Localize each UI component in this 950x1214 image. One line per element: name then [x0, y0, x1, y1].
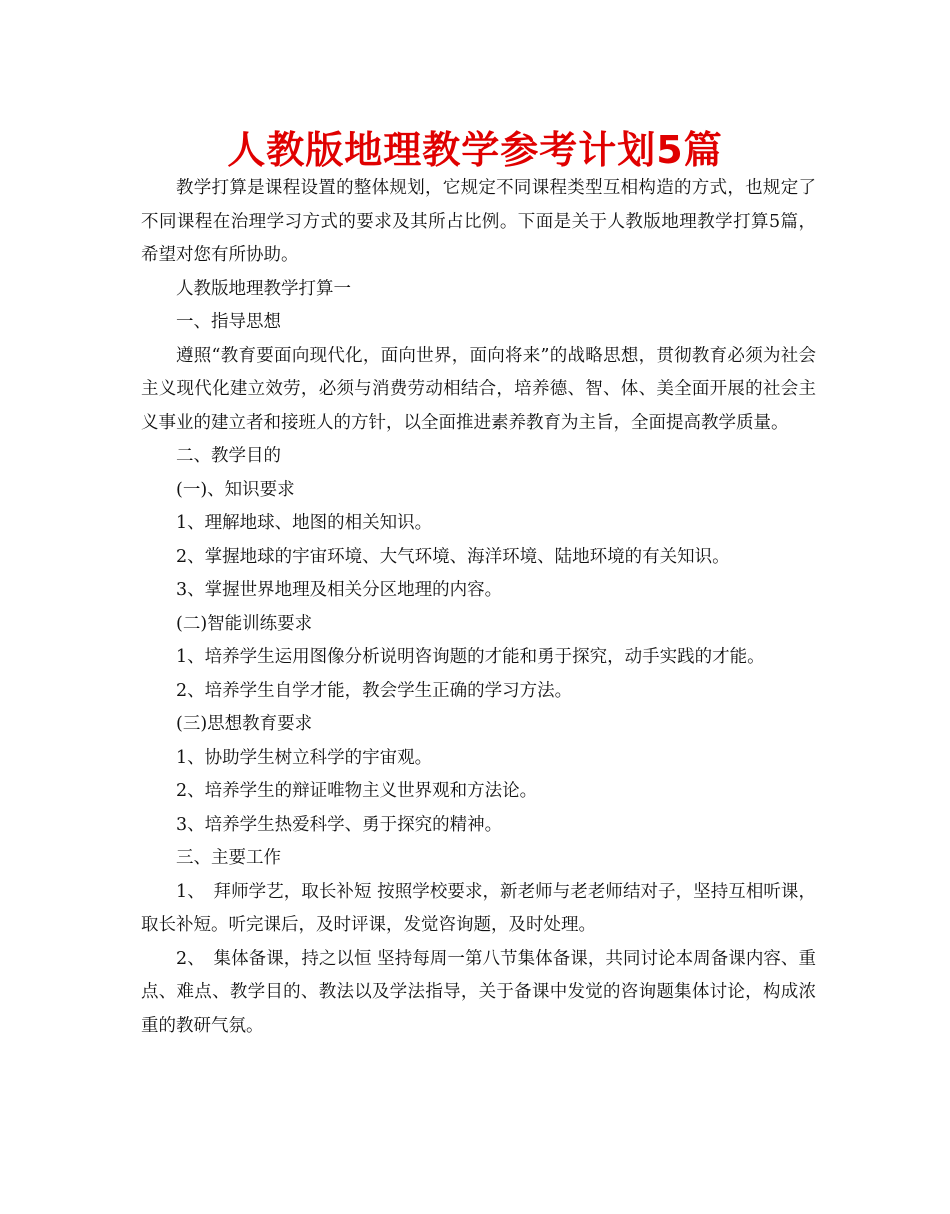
plan-heading: 人教版地理教学打算一	[176, 278, 351, 299]
section-heading: 三、主要工作	[176, 848, 281, 868]
document-body	[141, 172, 816, 1043]
list-item: 1、理解地球、地图的相关知识。	[176, 513, 433, 533]
guiding-thought-paragraph: 遵照“教育要面向现代化，面向世界，面向将来”的战略思想，贯彻教育必须为社会主义现代化建立效劳，必须与消费劳动相结合，培养德、智、体、美全面开展的社会主义事业的建立者和接班人的方针，以全面推进素养教育为主旨，全面提高教学质量。	[141, 345, 816, 433]
list-item: 1、培养学生运用图像分析说明咨询题的才能和勇于探究，动手实践的才能。	[176, 647, 765, 667]
list-item: 3、掌握世界地理及相关分区地理的内容。	[176, 580, 503, 600]
work-paragraph: 1、 拜师学艺，取长补短 按照学校要求，新老师与老老师结对子，坚持互相听课，取长补短。听完课后，及时评课，发觉咨询题，及时处理。	[141, 881, 816, 935]
subsection-heading: (三)思想教育要求	[176, 714, 313, 734]
list-item: 1、协助学生树立科学的宇宙观。	[176, 747, 433, 768]
list-item: 2、培养学生的辩证唯物主义世界观和方法论。	[176, 781, 538, 801]
section-heading: 一、指导思想	[176, 312, 281, 332]
document-title: 人教版地理教学参考计划5篇	[227, 128, 723, 172]
subsection-heading: (一)、知识要求	[176, 479, 295, 500]
list-item: 2、掌握地球的宇宙环境、大气环境、海洋环境、陆地环境的有关知识。	[176, 546, 730, 567]
list-item: 3、培养学生热爱科学、勇于探究的精神。	[176, 814, 503, 835]
work-paragraph: 2、 集体备课，持之以恒 坚持每周一第八节集体备课，共同讨论本周备课内容、重点、难点、教学目的、教法以及学法指导，关于备课中发觉的咨询题集体讨论，构成浓重的教研气氛。	[141, 948, 816, 1036]
intro-paragraph: 教学打算是课程设置的整体规划，它规定不同课程类型互相构造的方式，也规定了不同课程在治理学习方式的要求及其所占比例。下面是关于人教版地理教学打算5篇，希望对您有所协助。	[141, 178, 816, 265]
subsection-heading: (二)智能训练要求	[176, 613, 313, 634]
section-heading: 二、教学目的	[176, 446, 281, 466]
list-item: 2、培养学生自学才能，教会学生正确的学习方法。	[176, 680, 573, 701]
